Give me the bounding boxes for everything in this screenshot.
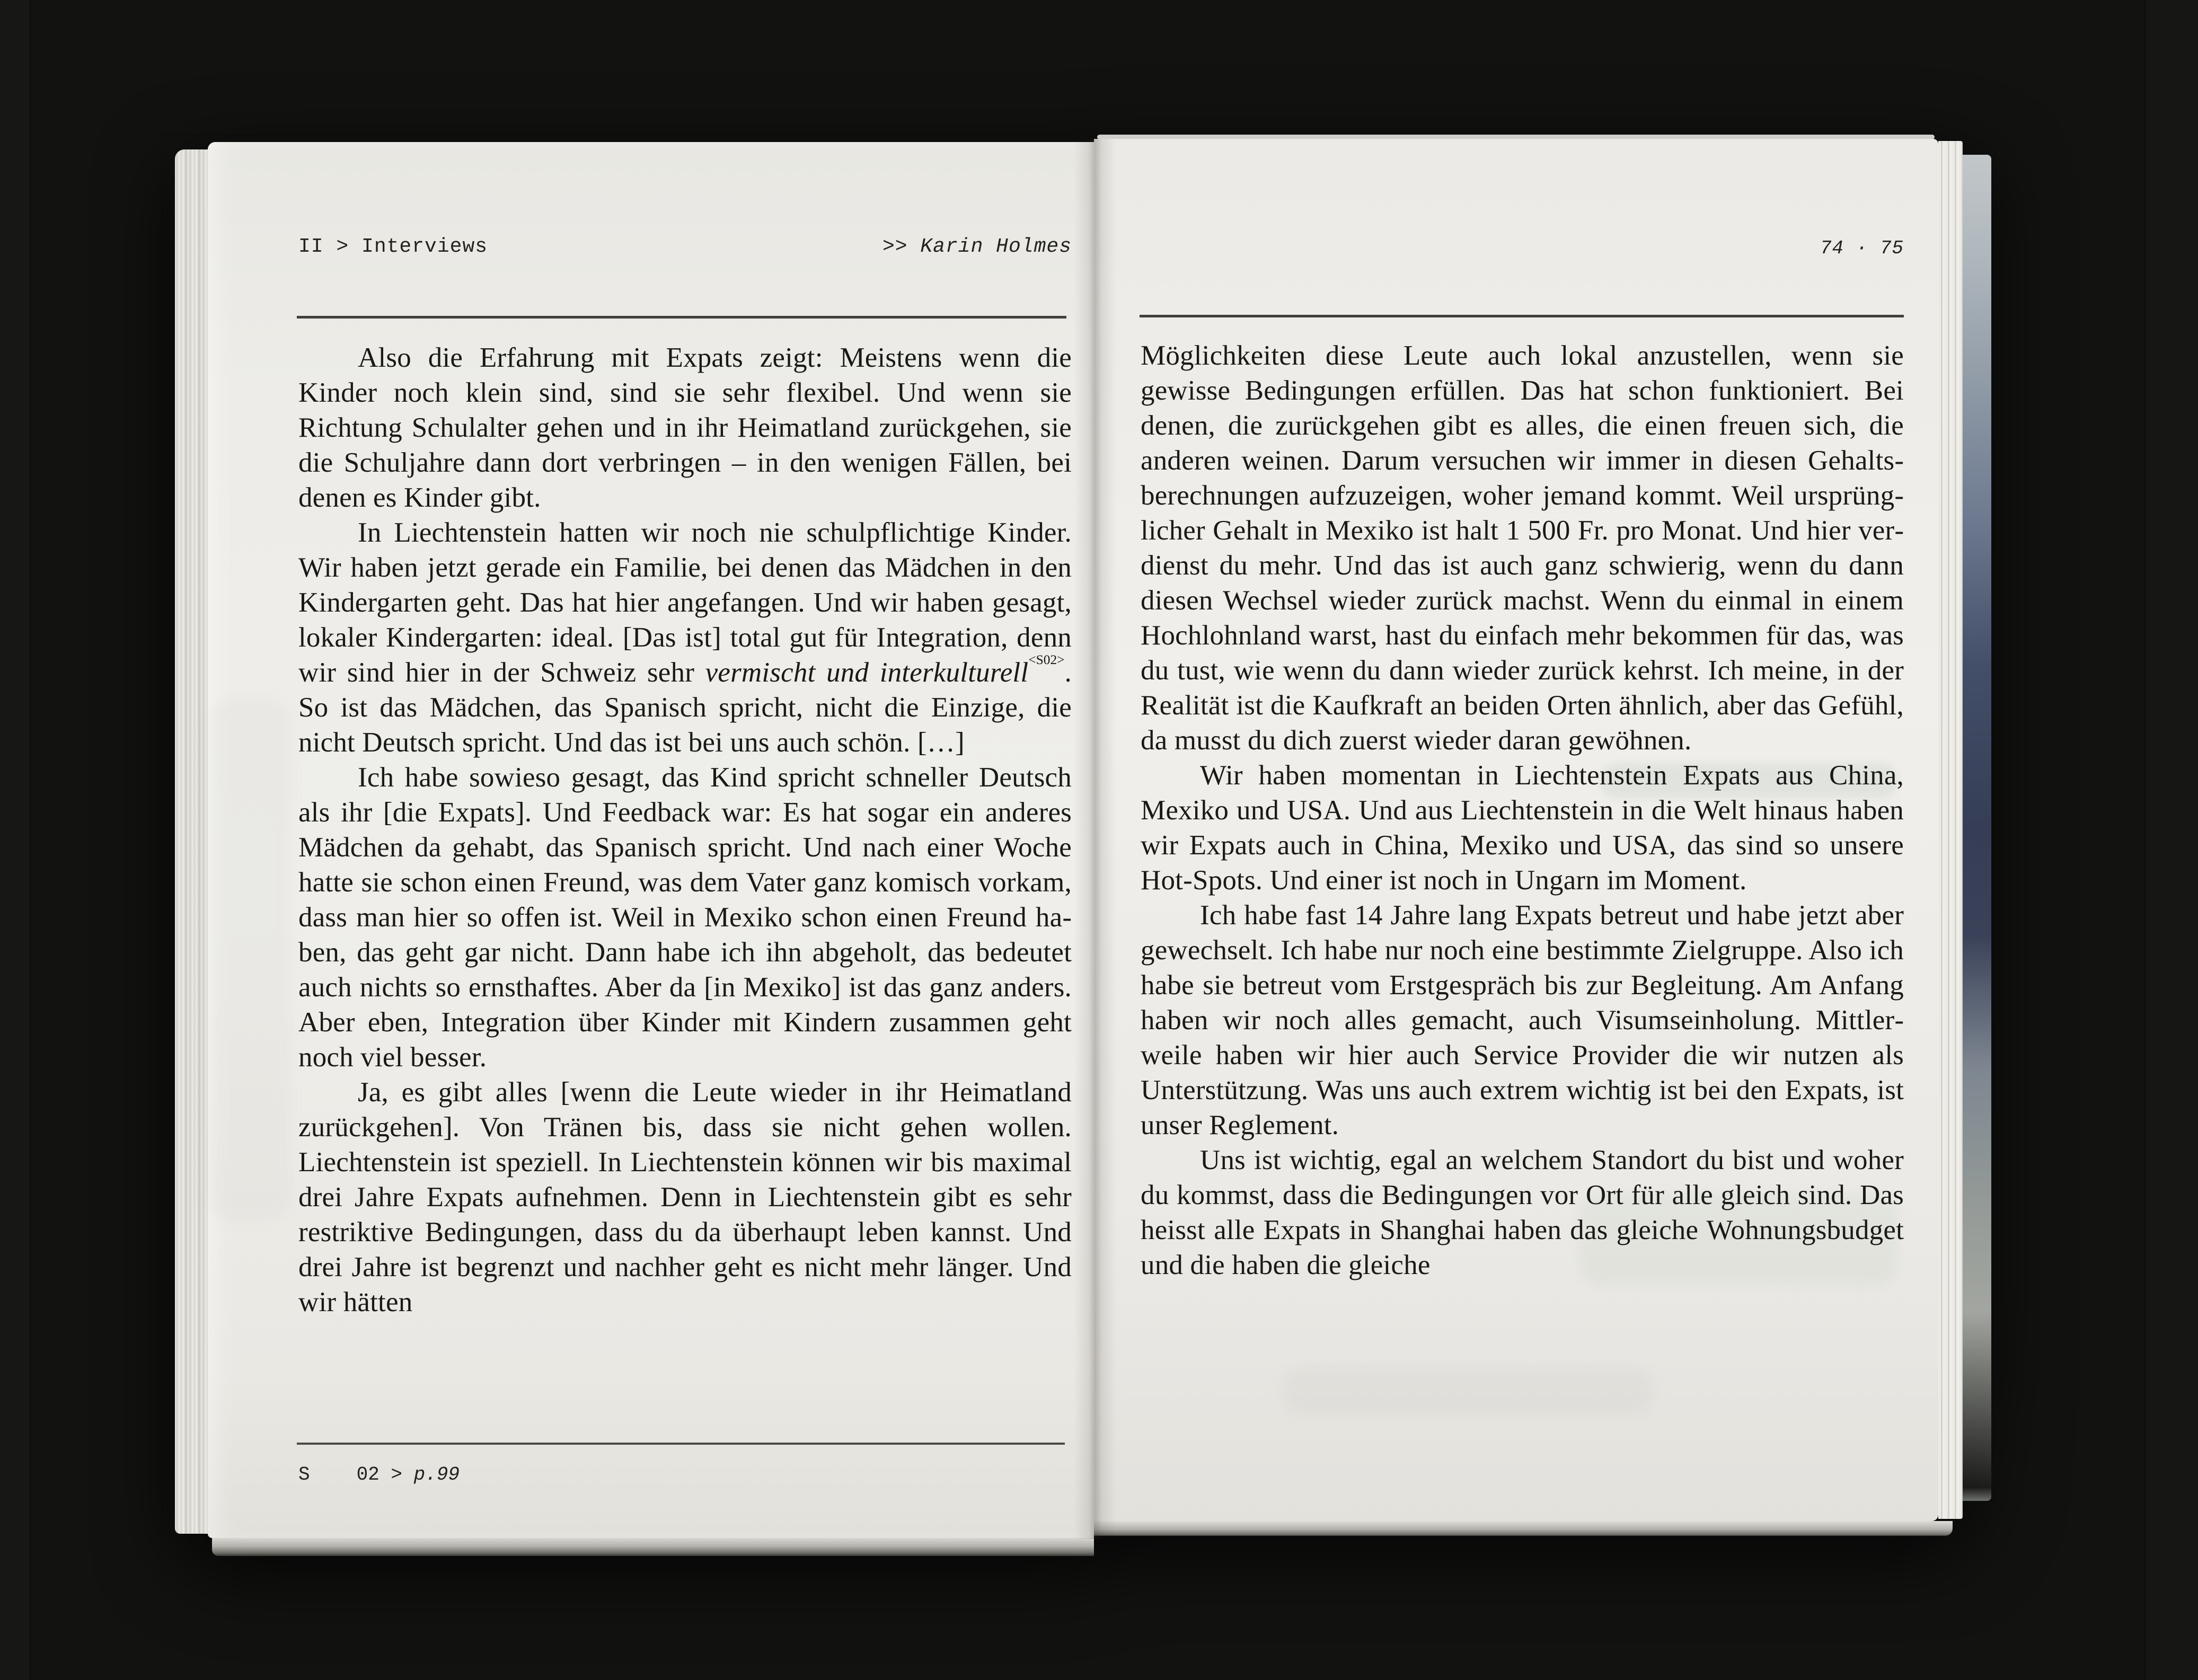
text-run: Ich habe fast 14 Jahre lang Expats betreut und habe jetzt aber gewechselt. Ich habe nur noch eine bestimmte Zielgruppe. Also ich habe sie betreut vom Erstgespräch bis zur Begleitung. Am Anfang haben wir noch alles gemacht, auch Visumseinholung. Mittlerweile haben wir hier auch Service Provider die wir nutzen als Unterstützung. Was uns auch extrem wichtig ist bei den Expats, ist unser Reglement. bbox=[1141, 900, 1904, 1140]
footnote-reference: 02 > p.99 bbox=[356, 1464, 460, 1486]
fore-edge-right bbox=[1938, 141, 1991, 1519]
header-rule-right bbox=[1140, 315, 1904, 317]
text-run: Ich habe sowieso gesagt, das Kind spricht schneller Deutsch als ihr [die Expats]. Und Feedback war: Es hat sogar ein anderes Mädchen da gehabt, das Spanisch spricht. Und nach einer Woche hatte sie schon einen Freund, was dem Vater ganz komisch vorkam, dass man hier so offen ist. Weil in Mexiko schon einen Freund haben, das geht gar nicht. Dann habe ich ihn abgeholt, das bedeutet auch nichts so ernsthaftes. Aber da [in Mexiko] ist das ganz anders. Aber eben, Integration über Kinder mit Kindern zusammen geht noch viel besser. bbox=[298, 762, 1072, 1073]
text-run: Ja, es gibt alles [wenn die Leute wieder in ihr Heimatland zurückgehen]. Von Tränen bis, dass sie nicht gehen wollen. Liechtenstein ist speziell. In Liechtenstein können wir bis maximal drei Jahre Expats aufnehmen. Denn in Liechtenstein gibt es sehr restriktive Bedingungen, dass du da überhaupt leben kannst. Und drei Jahre ist begrenzt und nachher geht es nicht mehr länger. Und wir hätten bbox=[298, 1077, 1072, 1318]
text-run: Möglichkeiten diese Leute auch lokal anzustellen, wenn sie gewisse Bedingungen erfüllen. Das hat schon funktioniert. Bei denen, die zurückgehen gibt es alles, die einen freuen sich, die anderen weinen. Darum versuchen wir immer in diesen Gehaltsberechnungen aufzuzeigen, woher jemand kommt. Weil ursprünglicher Gehalt in Mexiko ist halt 1 500 Fr. pro Monat. Und hier verdienst du mehr. Und das ist auch ganz schwierig, wenn du dann diesen Wechsel wieder zurück machst. Wenn du einmal in einem Hochlohnland warst, hast du einfach mehr bekommen für das, was du tust, wie wenn du dann wieder zurück kehrst. Ich meine, in der Realität ist die Kaufkraft an beiden Orten ähnlich, aber das Gefühl, da musst du dich zuerst wieder daran gewöhnen. bbox=[1141, 340, 1904, 756]
background-panel-right bbox=[2144, 0, 2198, 1680]
fore-edge-print-showthrough bbox=[1963, 155, 1991, 1501]
body-paragraph bbox=[298, 340, 1072, 515]
text-run: Uns ist wichtig, egal an welchem Standort du bist und woher du kommst, dass die Bedingungen vor Ort für alle gleich sind. Das heisst alle Expats in Shanghai haben das gleiche Wohnungsbudget und die haben die gleiche bbox=[1141, 1145, 1904, 1280]
body-paragraph bbox=[298, 1075, 1072, 1320]
left-page-header bbox=[298, 235, 1072, 258]
background-seam bbox=[162, 0, 163, 1680]
footnote-superscript: <S02> bbox=[1028, 652, 1065, 668]
page-bottom-edge-right bbox=[1094, 1521, 1953, 1536]
background-panel-left bbox=[0, 0, 31, 1680]
body-paragraph bbox=[1141, 338, 1904, 758]
page-bottom-edge-left bbox=[212, 1538, 1094, 1556]
body-paragraph bbox=[298, 515, 1072, 760]
gutter-shadow bbox=[1074, 139, 1116, 1539]
page-numbers: 74 · 75 bbox=[1820, 237, 1904, 259]
section-breadcrumb: II > Interviews bbox=[298, 235, 488, 258]
text-run: Wir haben momentan in Liechtenstein Expats aus China, Mexiko und USA. Und aus Liechtenstein in die Welt hinaus haben wir Expats auch in China, Mexiko und USA, das sind so unsere Hot-Spots. Und einer ist noch in Ungarn im Moment. bbox=[1141, 760, 1904, 896]
body-paragraph bbox=[1141, 758, 1904, 898]
right-page-header bbox=[1141, 237, 1904, 259]
fore-edge-pages bbox=[1938, 141, 1963, 1519]
text-run: In Liechtenstein hatten wir noch nie schulpflichtige Kinder. Wir haben jetzt gerade ein Familie, bei denen das Mädchen in den Kindergarten geht. Das hat hier angefangen. Und wir haben gesagt, lokaler Kindergarten: ideal. [Das ist] total gut für Integration, denn wir sind hier in der Schweiz sehr bbox=[298, 517, 1072, 688]
page-edge-stack-left bbox=[175, 149, 211, 1534]
header-rule-left bbox=[297, 316, 1066, 319]
footnote-marker: S bbox=[298, 1464, 310, 1486]
right-page-body bbox=[1141, 338, 1904, 1283]
text-run: . So ist das Mädchen, das Spanisch spricht, nicht die Einzige, die nicht Deutsch spricht. Und das ist bei uns auch schön. […] bbox=[298, 657, 1072, 758]
text-run: vermischt und interkulturell bbox=[705, 657, 1029, 688]
body-paragraph bbox=[1141, 898, 1904, 1143]
left-page-body bbox=[298, 340, 1072, 1320]
text-run: Also die Erfahrung mit Expats zeigt: Meistens wenn die Kinder noch klein sind, sind sie sehr flexibel. Und wenn sie Richtung Schulalter gehen und in ihr Heimatland zurückgehen, sie die Schuljahre dann dort verbringen – in den wenigen Fällen, bei denen es Kinder gibt. bbox=[298, 342, 1072, 513]
body-paragraph bbox=[298, 760, 1072, 1075]
author-name: >> Karin Holmes bbox=[882, 235, 1072, 258]
body-paragraph bbox=[1141, 1143, 1904, 1283]
footnote-rule bbox=[297, 1443, 1065, 1445]
footnote-line bbox=[298, 1464, 1072, 1486]
